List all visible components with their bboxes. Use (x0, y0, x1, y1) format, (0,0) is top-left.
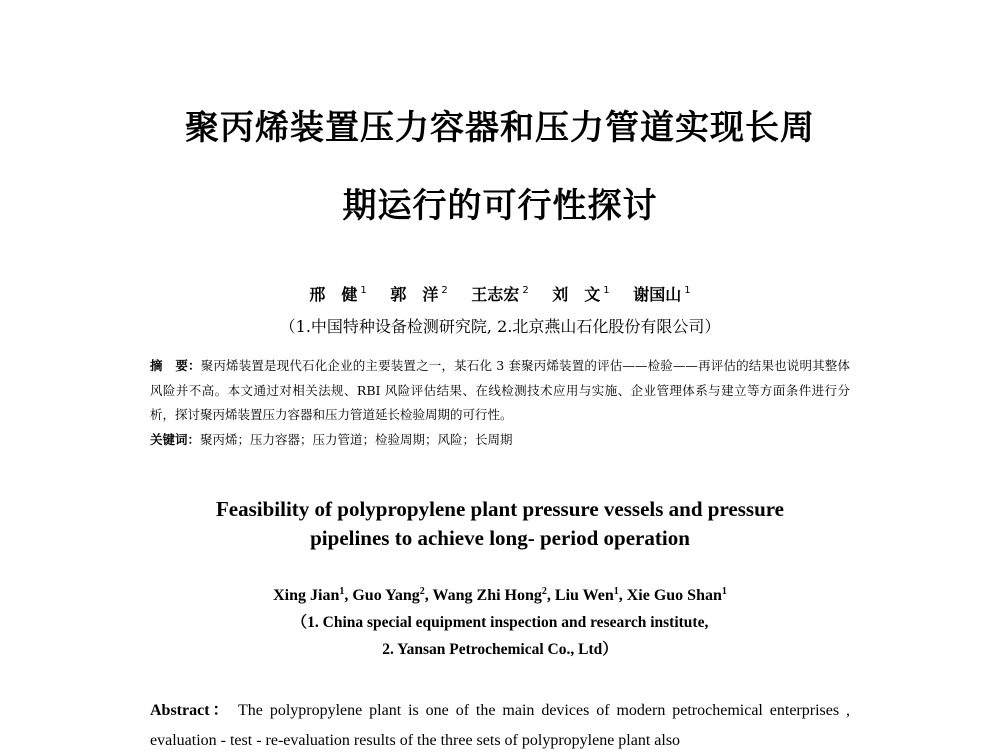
english-title-line-2: pipelines to achieve long- period operation (310, 526, 690, 550)
chinese-abstract-label: 摘 要： (150, 358, 201, 373)
chinese-author: 刘 文 $^1$ (552, 285, 610, 304)
english-affiliation-line-1: （1. China special equipment inspection and research institute, (291, 614, 709, 631)
chinese-keywords-text: 聚丙烯；压力容器；压力管道；检验周期；风险；长周期 (200, 431, 513, 447)
chinese-author: 邢 健 $^1$ (309, 285, 367, 304)
english-author: Wang Zhi Hong$^2$, (432, 586, 555, 604)
chinese-abstract-text: 聚丙烯装置是现代石化企业的主要装置之一，某石化 3 套聚丙烯装置的评估——检验——再评估的结果也说明其整体风险并不高。本文通过对相关法规、RBI 风险评估结果、在线检测技术应用与实施、企业管理体系与建立等方面条件进行分析，探讨聚丙烯装置压力容器和压力管道延长检验周期的可行性。 (150, 358, 850, 422)
english-abstract-label: Abstract： (150, 702, 232, 719)
chinese-author: 郭 洋 $^2$ (390, 285, 448, 304)
english-title-line-1: Feasibility of polypropylene plant pressure vessels and pressure (215, 497, 785, 521)
chinese-affiliation: （1.中国特种设备检测研究院, 2.北京燕山石化股份有限公司） (279, 317, 721, 336)
english-author: Liu Wen$^1$, (554, 586, 627, 604)
english-author-list (0, 580, 1000, 608)
chinese-title-line-2: 期运行的可行性探讨 (342, 186, 658, 226)
chinese-author: 王志宏 $^2$ (471, 285, 529, 304)
chinese-abstract (150, 354, 850, 452)
english-author: Xing Jian$^1$, (273, 586, 353, 604)
chinese-keywords-label: 关键词： (150, 431, 201, 447)
english-abstract (150, 696, 850, 756)
chinese-title-line-1: 聚丙烯装置压力容器和压力管道实现长周 (185, 108, 815, 148)
chinese-abstract-body (150, 354, 850, 428)
english-author: Guo Yang$^2$, (352, 586, 433, 604)
english-affiliation-line-2: 2. Yansan Petrochemical Co., Ltd） (382, 641, 618, 658)
chinese-keywords (150, 428, 850, 453)
english-abstract-text: The polypropylene plant is one of the main devices of modern petrochemical enterprises , evaluation - test - re-evaluation results of the three sets of polypropylene plant also (150, 702, 851, 749)
chinese-author-list (0, 279, 1000, 307)
english-author: Xie Guo Shan$^1$ (626, 586, 727, 604)
chinese-author: 谢国山 $^1$ (633, 285, 691, 304)
